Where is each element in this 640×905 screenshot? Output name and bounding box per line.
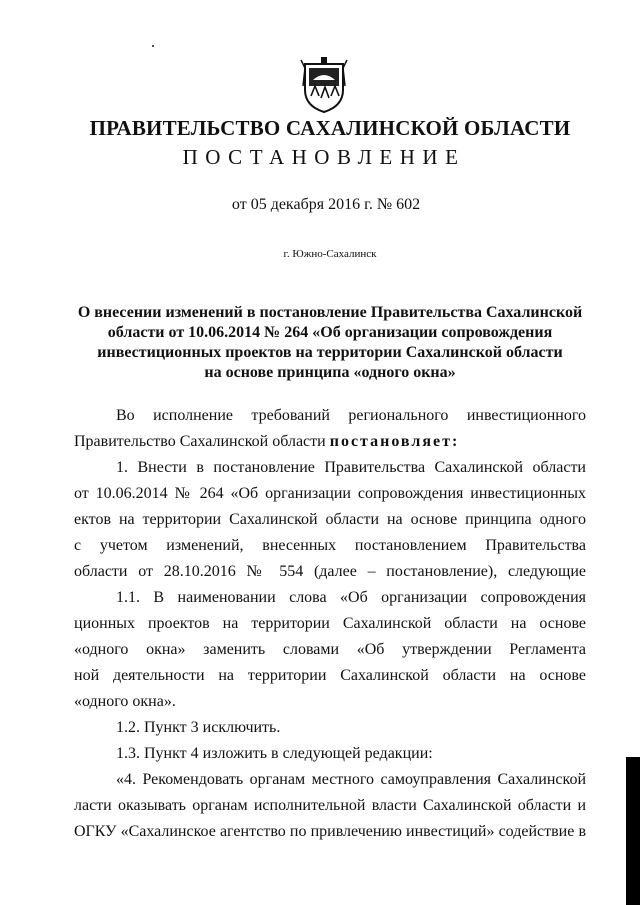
document-subject [0,303,640,383]
intro-line [74,429,586,455]
decree-keyword: постановляет: [329,433,460,450]
paragraph-1-1-line: «одного окна» заменить словами «Об утверждении Регламента [74,641,586,658]
government-title: ПРАВИТЕЛЬСТВО САХАЛИНСКОЙ ОБЛАСТИ [89,116,571,140]
paragraph-1-line: 1. Внести в постановление Правительства Сахалинской области [116,459,586,476]
document-body [74,403,586,845]
coat-of-arms-icon [297,56,351,114]
scan-edge-bar [626,757,640,905]
document-type: ПОСТАНОВЛЕНИЕ [182,145,466,169]
scan-speck [152,45,154,47]
subject-line: инвестиционных проектов на территории Сахалинской области [97,344,563,361]
subject-line: О внесении изменений в постановление Правительства Сахалинской [77,304,583,321]
paragraph-4-line: ОГКУ «Сахалинское агентство по привлечению инвестиций» содействие в [74,823,586,840]
paragraph-1-line: ектов на территории Сахалинской области на основе принципа одного [74,511,586,528]
paragraph-1-2: 1.2. Пункт 3 исключить. [116,719,281,736]
paragraph-1-line: с учетом изменений, внесенных постановлением Правительства [74,537,586,554]
document-date-number: от 05 декабря 2016 г. № 602 [231,196,421,213]
subject-line: области от 10.06.2014 № 264 «Об организации сопровождения [107,324,553,341]
paragraph-1-3: 1.3. Пункт 4 изложить в следующей редакции: [116,745,433,762]
subject-line: на основе принципа «одного окна» [204,364,456,381]
paragraph-1-1-line: ционных проектов на территории Сахалинской области на основе [74,615,586,632]
paragraph-1-line: области от 28.10.2016 № 554 (далее – постановление), следующие [74,563,586,580]
paragraph-1-line: от 10.06.2014 № 264 «Об организации сопровождения инвестиционных [74,485,586,502]
paragraph-1-1-line: ной деятельности на территории Сахалинской области на основе [74,667,586,684]
paragraph-4-line: «4. Рекомендовать органам местного самоуправления Сахалинской [116,771,586,788]
document-city: г. Южно-Сахалинск [283,248,377,260]
paragraph-1-1-line: «одного окна». [74,693,176,710]
paragraph-4-line: ласти оказывать органам исполнительной власти Сахалинской области и [74,797,586,814]
paragraph-1-1-line: 1.1. В наименовании слова «Об организации сопровождения [116,589,586,606]
intro-text: Правительство Сахалинской области [74,433,330,450]
intro-line: Во исполнение требований регионального инвестиционного [116,407,586,424]
